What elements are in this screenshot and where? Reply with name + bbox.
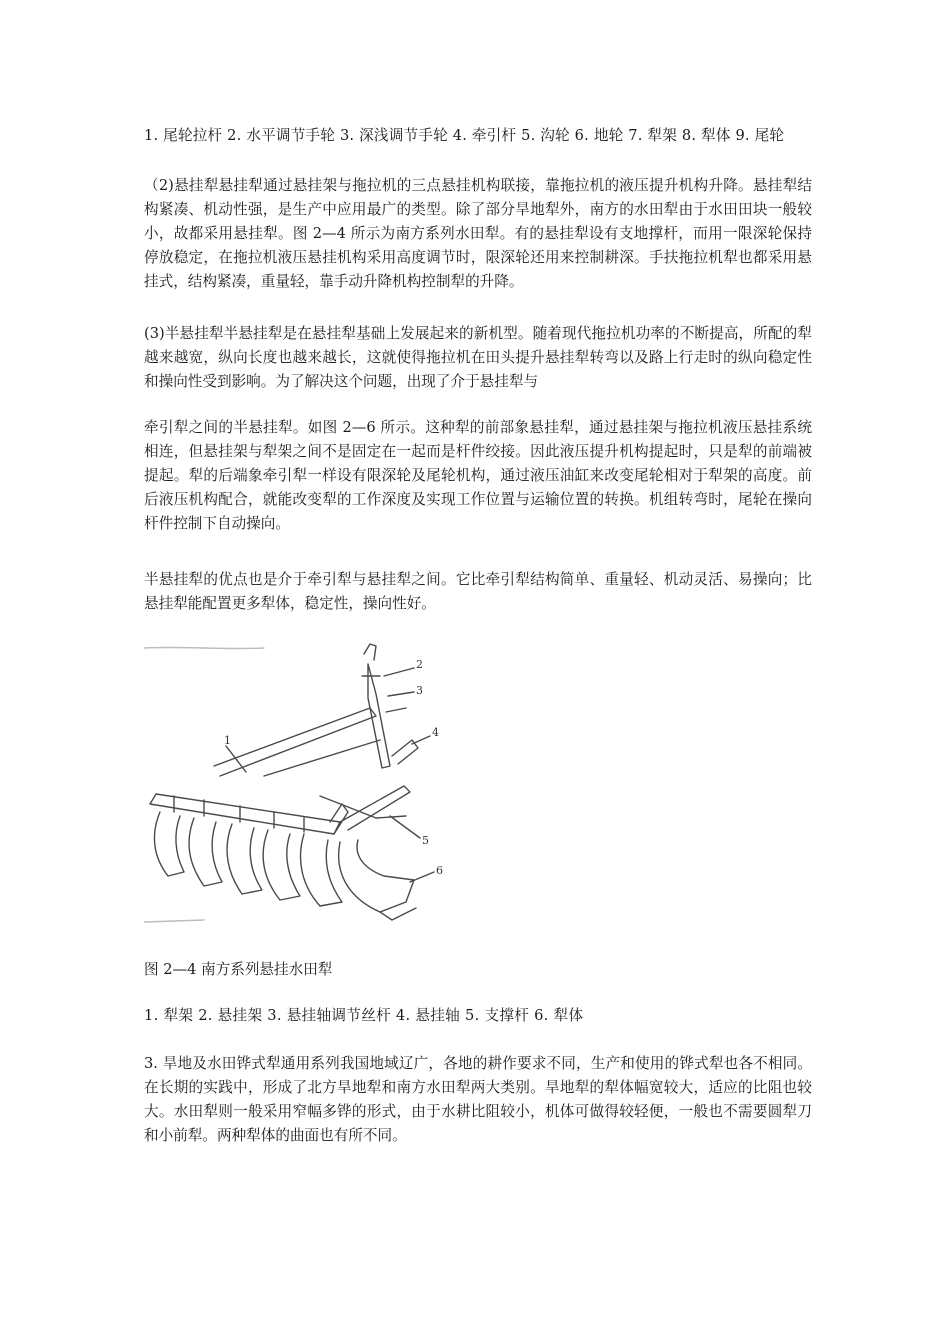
callout-6: 6 <box>436 864 443 877</box>
callout-5: 5 <box>422 834 429 847</box>
paragraph-mounted-plow: （2)悬挂犁悬挂犁通过悬挂架与拖拉机的三点悬挂机构联接，靠拖拉机的液压提升机构升降。悬挂犁结构紧凑、机动性强，是生产中应用最广的类型。除了部分旱地犁外，南方的水田犁由于水田田块一般较小，故都采用悬挂犁。图 2—4 所示为南方系列水田犁。有的悬挂犁设有支地撑杆，而用一限深轮保持停放稳定，在拖拉机液压悬挂机构采用高度调节时，限深轮还用来控制耕深。手扶拖拉机犁也都采用悬挂式，结构紧凑，重量轻，靠手动升降机构控制犁的升降。 <box>144 177 812 290</box>
callout-2: 2 <box>416 658 423 671</box>
callout-4: 4 <box>432 726 439 739</box>
paragraph-plow-series: 3. 旱地及水田铧式犁通用系列我国地域辽广，各地的耕作要求不同，生产和使用的铧式犁也各不相同。在长期的实践中，形成了北方旱地犁和南方水田犁两大类别。旱地犁的犁体幅宽较大，适应的比阻也较大。水田犁则一般采用窄幅多铧的形式，由于水耕比阻较小，机体可做得较轻便，一般也不需要圆犁刀和小前犁。两种犁体的曲面也有所不同。 <box>144 1055 812 1144</box>
plow-illustration <box>144 636 464 926</box>
figure-caption: 图 2—4 南方系列悬挂水田犁 <box>144 961 333 978</box>
paragraph-semi-mounted-advantages: 半悬挂犁的优点也是介于牵引犁与悬挂犁之间。它比牵引犁结构简单、重量轻、机动灵活、易操向；比悬挂犁能配置更多犁体，稳定性，操向性好。 <box>144 571 812 612</box>
paragraph-semi-mounted-plow: (3)半悬挂犁半悬挂犁是在悬挂犁基础上发展起来的新机型。随着现代拖拉机功率的不断提高，所配的犁越来越宽，纵向长度也越来越长，这就使得拖拉机在田头提升悬挂犁转弯以及路上行走时的纵向稳定性和操向性受到影响。为了解决这个问题，出现了介于悬挂犁与 <box>144 325 812 390</box>
legend-top: 1. 尾轮拉杆 2. 水平调节手轮 3. 深浅调节手轮 4. 牵引杆 5. 沟轮 6. 地轮 7. 犁架 8. 犁体 9. 尾轮 <box>144 127 785 144</box>
callout-1: 1 <box>224 734 231 747</box>
plow-drawing <box>144 636 464 926</box>
figure-legend: 1. 犁架 2. 悬挂架 3. 悬挂轴调节丝杆 4. 悬挂轴 5. 支撑杆 6. 犁体 <box>144 1007 584 1024</box>
paragraph-semi-mounted-plow-cont: 牵引犁之间的半悬挂犁。如图 2—6 所示。这种犁的前部象悬挂犁，通过悬挂架与拖拉机液压悬挂系统相连，但悬挂架与犁架之间不是固定在一起而是杆件绞接。因此液压提升机构提起时，只是犁的前端被提起。犁的后端象牵引犁一样设有限深轮及尾轮机构，通过液压油缸来改变尾轮相对于犁架的高度。前后液压机构配合，就能改变犁的工作深度及实现工作位置与运输位置的转换。机组转弯时，尾轮在操向杆件控制下自动操向。 <box>144 419 812 532</box>
callout-3: 3 <box>416 684 423 697</box>
